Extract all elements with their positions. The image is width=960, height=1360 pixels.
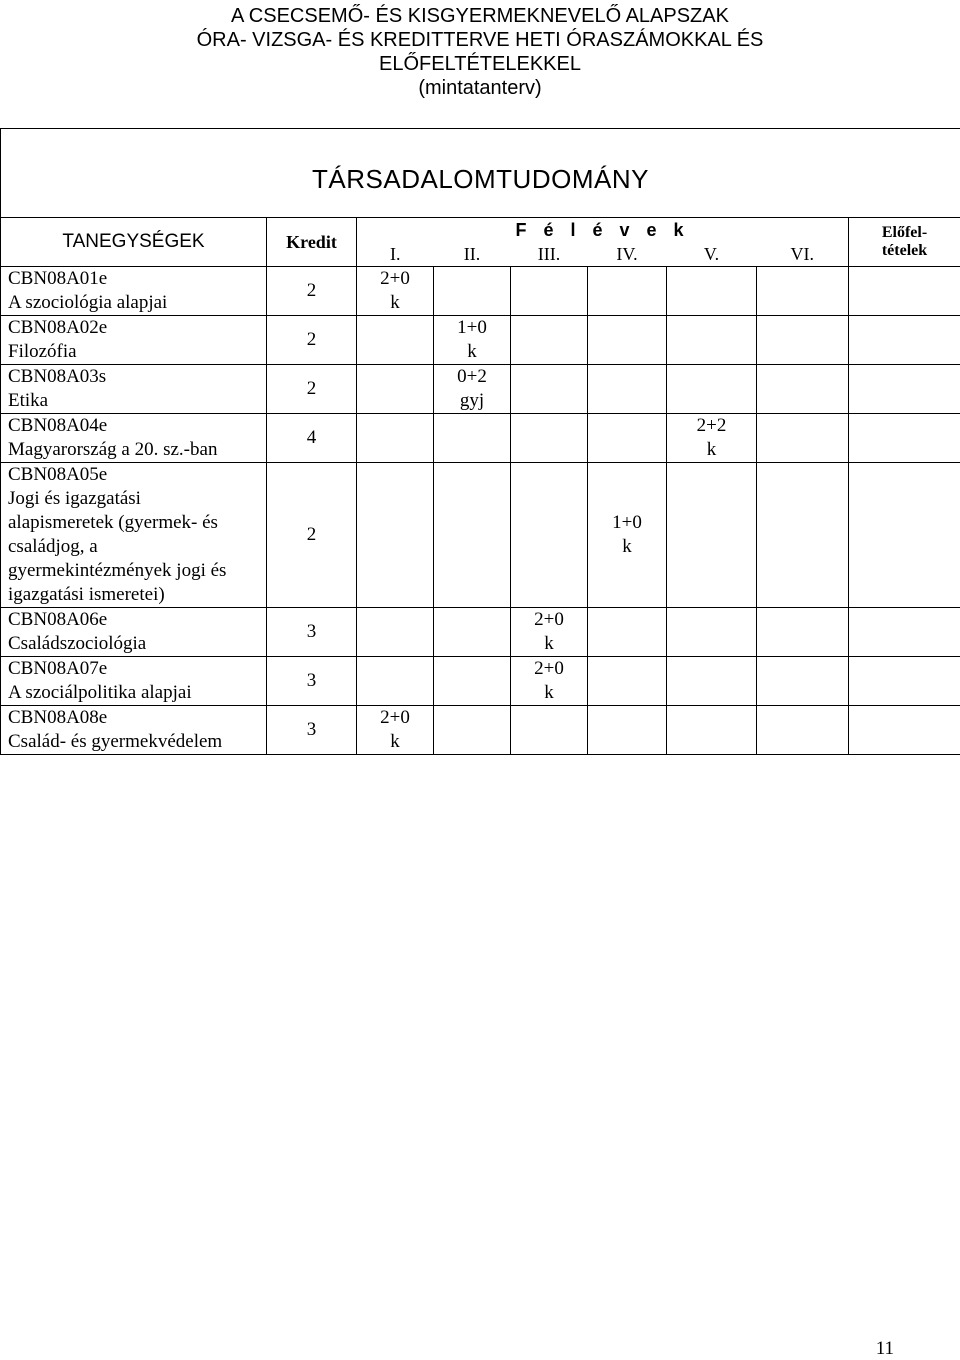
subject-code: CBN08A05e bbox=[8, 463, 266, 487]
semester-5-cell bbox=[667, 463, 757, 608]
title-line-4: (mintatanterv) bbox=[0, 76, 960, 100]
subject-row bbox=[1, 316, 960, 365]
kredit-value: 4 bbox=[267, 414, 357, 463]
subject-code: CBN08A06e bbox=[8, 608, 266, 632]
semester-3-cell bbox=[511, 608, 588, 657]
subject-name-line: Család- és gyermekvédelem bbox=[8, 730, 266, 754]
kredit-value: 2 bbox=[267, 316, 357, 365]
semester-6-cell bbox=[757, 463, 849, 608]
page-number: 11 bbox=[876, 1338, 894, 1360]
semester-2-cell bbox=[434, 657, 511, 706]
subject-cell bbox=[1, 316, 267, 365]
subject-name-line: gyermekintézmények jogi és bbox=[8, 559, 266, 583]
exam-type: k bbox=[357, 730, 433, 754]
kredit-value: 2 bbox=[267, 267, 357, 316]
hours-value: 0+2 bbox=[434, 365, 510, 389]
semester-2-cell bbox=[434, 608, 511, 657]
subject-cell bbox=[1, 608, 267, 657]
exam-type: gyj bbox=[434, 389, 510, 413]
section-title: TÁRSADALOMTUDOMÁNY bbox=[1, 167, 960, 217]
subject-name-line: Családszociológia bbox=[8, 632, 266, 656]
semester-3-cell bbox=[511, 316, 588, 365]
semester-6-cell bbox=[757, 267, 849, 316]
semester-4-cell bbox=[588, 365, 667, 414]
title-line-2: ÓRA- VIZSGA- ÉS KREDITTERVE HETI ÓRASZÁMOKKAL ÉS bbox=[0, 28, 960, 52]
semester-5-cell bbox=[667, 608, 757, 657]
prerequisite-cell bbox=[849, 365, 960, 414]
subject-name-line: Etika bbox=[8, 389, 266, 413]
semester-6-cell bbox=[757, 608, 849, 657]
hours-value: 2+0 bbox=[357, 267, 433, 291]
kredit-value: 3 bbox=[267, 657, 357, 706]
header-semester-4: IV. bbox=[588, 242, 667, 267]
exam-type: k bbox=[511, 681, 587, 705]
semester-5-cell bbox=[667, 316, 757, 365]
semester-5-cell bbox=[667, 365, 757, 414]
header-tanegysegek: TANEGYSÉGEK bbox=[1, 218, 267, 267]
subject-code: CBN08A03s bbox=[8, 365, 266, 389]
header-semester-2: II. bbox=[434, 242, 511, 267]
semester-6-cell bbox=[757, 316, 849, 365]
prerequisite-cell bbox=[849, 316, 960, 365]
hours-value: 2+2 bbox=[667, 414, 756, 438]
semester-3-cell bbox=[511, 267, 588, 316]
subject-row bbox=[1, 608, 960, 657]
semester-3-cell bbox=[511, 657, 588, 706]
subject-row bbox=[1, 365, 960, 414]
prerequisite-cell bbox=[849, 267, 960, 316]
header-elofeltetelek-line-1: Előfel- bbox=[849, 224, 960, 242]
hours-value: 2+0 bbox=[511, 608, 587, 632]
subject-cell bbox=[1, 365, 267, 414]
header-semester-1: I. bbox=[357, 242, 434, 267]
semester-1-cell bbox=[357, 463, 434, 608]
hours-value: 2+0 bbox=[357, 706, 433, 730]
header-kredit: Kredit bbox=[267, 218, 357, 267]
semester-4-cell bbox=[588, 316, 667, 365]
semester-3-cell bbox=[511, 463, 588, 608]
header-semester-5: V. bbox=[667, 242, 757, 267]
exam-type: k bbox=[667, 438, 756, 462]
prerequisite-cell bbox=[849, 608, 960, 657]
header-semester-3: III. bbox=[511, 242, 588, 267]
header-felevek: F é l é v e k bbox=[357, 218, 849, 243]
document-title bbox=[0, 4, 960, 100]
semester-4-cell bbox=[588, 463, 667, 608]
subject-name-line: családjog, a bbox=[8, 535, 266, 559]
hours-value: 1+0 bbox=[588, 511, 666, 535]
semester-5-cell bbox=[667, 657, 757, 706]
semester-4-cell bbox=[588, 608, 667, 657]
semester-1-cell bbox=[357, 316, 434, 365]
semester-1-cell bbox=[357, 365, 434, 414]
semester-1-cell bbox=[357, 706, 434, 755]
subject-name-line: igazgatási ismeretei) bbox=[8, 583, 266, 607]
subject-name-line: alapismeretek (gyermek- és bbox=[8, 511, 266, 535]
subject-name-line: Jogi és igazgatási bbox=[8, 487, 266, 511]
subject-row bbox=[1, 463, 960, 608]
semester-6-cell bbox=[757, 657, 849, 706]
semester-6-cell bbox=[757, 365, 849, 414]
subject-cell bbox=[1, 706, 267, 755]
header-elofeltetelek bbox=[849, 218, 960, 267]
kredit-value: 2 bbox=[267, 463, 357, 608]
semester-2-cell bbox=[434, 706, 511, 755]
kredit-value: 2 bbox=[267, 365, 357, 414]
semester-1-cell bbox=[357, 414, 434, 463]
hours-value: 1+0 bbox=[434, 316, 510, 340]
semester-4-cell bbox=[588, 657, 667, 706]
semester-5-cell bbox=[667, 414, 757, 463]
subject-cell bbox=[1, 657, 267, 706]
exam-type: k bbox=[511, 632, 587, 656]
curriculum-table bbox=[0, 128, 960, 755]
semester-3-cell bbox=[511, 365, 588, 414]
semester-5-cell bbox=[667, 267, 757, 316]
subject-cell bbox=[1, 414, 267, 463]
semester-3-cell bbox=[511, 706, 588, 755]
subject-code: CBN08A07e bbox=[8, 657, 266, 681]
semester-5-cell bbox=[667, 706, 757, 755]
kredit-value: 3 bbox=[267, 706, 357, 755]
subject-row bbox=[1, 414, 960, 463]
subject-name-line: A szociálpolitika alapjai bbox=[8, 681, 266, 705]
semester-6-cell bbox=[757, 706, 849, 755]
exam-type: k bbox=[588, 535, 666, 559]
semester-4-cell bbox=[588, 706, 667, 755]
semester-2-cell bbox=[434, 316, 511, 365]
hours-value: 2+0 bbox=[511, 657, 587, 681]
semester-2-cell bbox=[434, 414, 511, 463]
subject-code: CBN08A02e bbox=[8, 316, 266, 340]
semester-2-cell bbox=[434, 365, 511, 414]
title-line-1: A CSECSEMŐ- ÉS KISGYERMEKNEVELŐ ALAPSZAK bbox=[0, 4, 960, 28]
semester-6-cell bbox=[757, 414, 849, 463]
prerequisite-cell bbox=[849, 463, 960, 608]
semester-2-cell bbox=[434, 267, 511, 316]
subject-name-line: Filozófia bbox=[8, 340, 266, 364]
semester-1-cell bbox=[357, 608, 434, 657]
subject-row bbox=[1, 706, 960, 755]
subject-name-line: A szociológia alapjai bbox=[8, 291, 266, 315]
header-elofeltetelek-line-2: tételek bbox=[849, 242, 960, 260]
semester-2-cell bbox=[434, 463, 511, 608]
semester-1-cell bbox=[357, 267, 434, 316]
semester-4-cell bbox=[588, 267, 667, 316]
semester-4-cell bbox=[588, 414, 667, 463]
semester-1-cell bbox=[357, 657, 434, 706]
subject-row bbox=[1, 267, 960, 316]
section-title-cell bbox=[1, 129, 960, 218]
prerequisite-cell bbox=[849, 414, 960, 463]
subject-code: CBN08A08e bbox=[8, 706, 266, 730]
exam-type: k bbox=[357, 291, 433, 315]
subject-cell bbox=[1, 267, 267, 316]
subject-code: CBN08A04e bbox=[8, 414, 266, 438]
semester-3-cell bbox=[511, 414, 588, 463]
subject-name-line: Magyarország a 20. sz.-ban bbox=[8, 438, 266, 462]
prerequisite-cell bbox=[849, 706, 960, 755]
header-semester-6: VI. bbox=[757, 242, 849, 267]
subject-row bbox=[1, 657, 960, 706]
subject-code: CBN08A01e bbox=[8, 267, 266, 291]
prerequisite-cell bbox=[849, 657, 960, 706]
title-line-3: ELŐFELTÉTELEKKEL bbox=[0, 52, 960, 76]
exam-type: k bbox=[434, 340, 510, 364]
kredit-value: 3 bbox=[267, 608, 357, 657]
subject-cell bbox=[1, 463, 267, 608]
